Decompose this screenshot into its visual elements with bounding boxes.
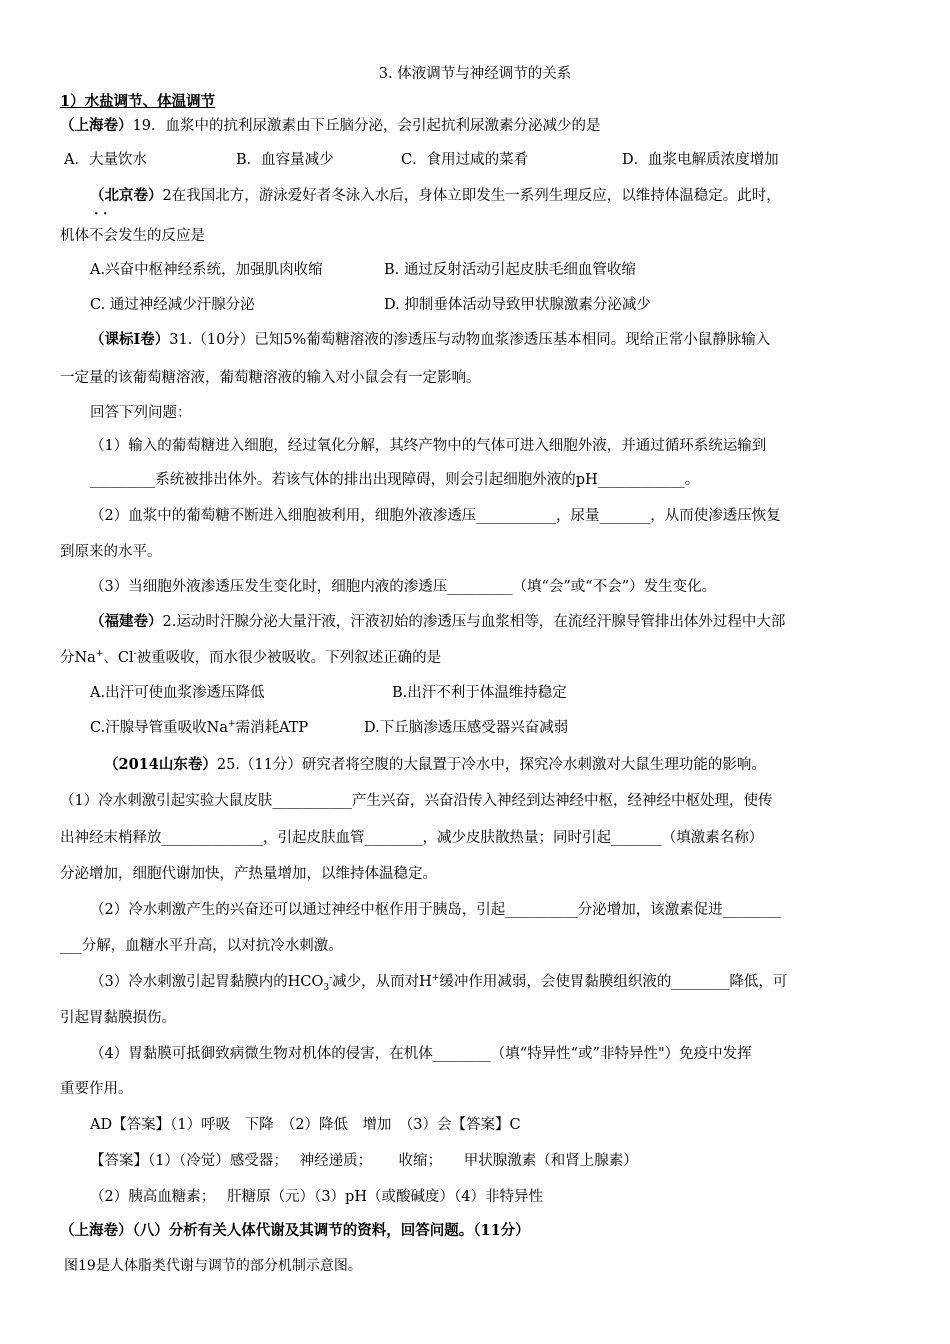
text: （填“会”或“不会”）发生变化。: [512, 579, 717, 595]
text: 、Cl: [103, 650, 134, 666]
question-stem-cont: 一定量的该葡萄糖溶液，葡萄糖溶液的输入对小鼠会有一定影响。: [60, 370, 481, 386]
answer-blank[interactable]: _______: [599, 508, 651, 524]
question-stem: 2.运动时汗腺分泌大量汗液，汗液初始的渗透压与血浆相等，在流经汗腺导管排出体外过程中大部: [162, 614, 786, 630]
text: 系统被排出体外。若该气体的排出出现障碍，则会引起细胞外液的pH: [155, 472, 598, 488]
text: ，引起皮肤血管: [263, 830, 365, 846]
answer-blank[interactable]: ___________: [476, 508, 556, 524]
text: 出神经末梢释放: [60, 830, 162, 846]
answer-blank[interactable]: _______: [611, 830, 662, 846]
subscript: 3: [323, 982, 330, 993]
text: （3）冷水刺激引起胃黏膜内的HCO: [90, 974, 324, 990]
question-beijing: [90, 186, 781, 206]
subquestion-4-cont: 重要作用。: [60, 1081, 133, 1097]
text: 。: [684, 472, 700, 488]
answer-line: （2）胰高血糖素； 肝糖原（元）（3）pH（或酸碱度）（4）非特异性: [90, 1189, 543, 1205]
superscript: +: [228, 719, 236, 730]
page-title: 3. 体液调节与神经调节的关系: [378, 66, 572, 82]
prompt-text: 回答下列问题：: [90, 405, 192, 421]
question-shanghai-8: [60, 1221, 530, 1241]
text: 缓冲作用减弱，会使胃黏膜组织液的: [439, 974, 672, 990]
text: （填“特异性“或”非特异性"）免疫中发挥: [490, 1046, 752, 1062]
superscript: +: [431, 973, 440, 984]
superscript: -: [329, 973, 333, 984]
question-stem-cont: [60, 648, 441, 668]
option-a: A.兴奋中枢神经系统，加强肌肉收缩: [90, 262, 323, 278]
text: 被重吸收，而水很少被吸收。下列叙述正确的是: [136, 650, 442, 666]
text: 需消耗ATP: [235, 720, 309, 736]
source-tag: （福建卷）: [90, 613, 163, 630]
option-d: D. 抑制垂体活动导致甲状腺激素分泌减少: [384, 297, 651, 313]
text: C.汗腺导管重吸收Na: [90, 720, 229, 736]
subquestion-2: [90, 900, 781, 920]
text: ，从而使渗透压恢复: [650, 508, 781, 524]
option-c: C. 通过神经减少汗腺分泌: [90, 297, 255, 313]
subquestion-1-end: 分泌增加，细胞代谢加快，产热量增加，以维持体温稳定。: [60, 866, 437, 882]
option-d: D.下丘脑渗透压感受器兴奋减弱: [364, 720, 569, 736]
text: （3）当细胞外液渗透压发生变化时，细胞内液的渗透压: [90, 579, 448, 595]
text: 分泌增加，该激素促进: [577, 902, 723, 918]
superscript: +: [95, 649, 104, 660]
source-tag: （北京卷）: [90, 187, 163, 204]
option-d: D．血浆电解质浓度增加: [622, 152, 779, 168]
source-tag: （上海卷）: [60, 117, 133, 134]
subquestion-3-cont: 引起胃黏膜损伤。: [60, 1010, 176, 1026]
section-heading: 1）水盐调节、体温调节: [60, 93, 216, 110]
answer-blank[interactable]: ________: [671, 974, 730, 990]
subquestion-4: [90, 1044, 752, 1064]
subquestion-2-cont: [60, 936, 343, 956]
subquestion-1-cont: [60, 828, 763, 848]
question-stem: （八）分析有关人体代谢及其调节的资料，回答问题。（11分）: [132, 1222, 530, 1239]
option-c: C．食用过咸的菜肴: [401, 152, 529, 168]
text: 产生兴奋，兴奋沿传入神经到达神经中枢，经神经中枢处理，使传: [351, 793, 773, 809]
answer-line: AD【答案】（1）呼吸 下降 （2）降低 增加 （3）会【答案】C: [90, 1117, 521, 1133]
text: （4）胃黏膜可抵御致病微生物对机体的侵害，在机体: [90, 1046, 433, 1062]
question-kebiao: [90, 330, 770, 350]
question-shandong: [104, 755, 766, 775]
question-stem: 2在我国北方，游泳爱好者冬泳入水后，身体立即发生一系列生理反应，以维持体温稳定。此时，: [162, 188, 781, 204]
emphasis-dots: · ·: [94, 207, 108, 222]
option-a: A．大量饮水: [64, 152, 147, 168]
text: （1）冷水刺激引起实验大鼠皮肤: [60, 793, 273, 809]
subquestion-3: [90, 577, 716, 597]
source-tag: （课标Ⅰ卷）: [90, 331, 170, 348]
answer-blank[interactable]: _________: [90, 472, 156, 488]
answer-line: 【答案】（1）（冷觉）感受器； 神经递质； 收缩； 甲状腺激素（和肾上腺素）: [90, 1153, 638, 1169]
question-stem: 25.（11分）研究者将空腹的大鼠置于冷水中，探究冷水刺激对大鼠生理功能的影响。: [216, 757, 766, 773]
option-a: A.出汗可使血浆渗透压降低: [90, 685, 265, 701]
option-b: B.出汗不利于体温维持稳定: [392, 685, 567, 701]
text: ，减少皮肤散热量；同时引起: [422, 830, 611, 846]
subquestion-1: （1）输入的葡萄糖进入细胞，经过氧化分解，其终产物中的气体可进入细胞外液，并通过循环系统运输到: [90, 438, 767, 454]
answer-blank[interactable]: _________: [447, 579, 513, 595]
text: （2）血浆中的葡萄糖不断进入细胞被利用，细胞外液渗透压: [90, 508, 477, 524]
subquestion-1: [60, 791, 772, 811]
answer-blank[interactable]: ________: [722, 902, 781, 918]
superscript: -: [133, 649, 137, 660]
answer-blank[interactable]: ___: [60, 938, 82, 954]
option-b: B. 通过反射活动引起皮肤毛细血管收缩: [384, 262, 636, 278]
source-tag: （2014山东卷）: [104, 756, 217, 773]
text: 减少，从而对H: [332, 974, 432, 990]
subquestion-2: [90, 506, 781, 526]
text: 降低，可: [729, 974, 788, 990]
text: 分Na: [60, 650, 96, 666]
answer-blank[interactable]: __________: [505, 902, 578, 918]
question-shanghai: [60, 116, 600, 136]
text: （填激素名称）: [661, 830, 764, 846]
text: 分解，血糖水平升高，以对抗冷水刺激。: [81, 938, 343, 954]
subquestion-1-cont: [90, 470, 699, 490]
answer-blank[interactable]: ________: [364, 830, 423, 846]
question-stem: 19．血浆中的抗利尿激素由下丘脑分泌，会引起抗利尿激素分泌减少的是: [132, 118, 601, 134]
question-stem-cont: 机体不会发生的反应是: [60, 228, 205, 244]
subquestion-2-cont: 到原来的水平。: [60, 544, 162, 560]
text: ，尿量: [555, 508, 600, 524]
answer-blank[interactable]: ___________: [272, 793, 352, 809]
option-c: [90, 718, 308, 738]
question-stem: 31.（10分）已知5%葡萄糖溶液的渗透压与动物血浆渗透压基本相同。现给正常小鼠静脉输入: [169, 332, 771, 348]
source-tag: （上海卷）: [60, 1222, 133, 1239]
question-fujian: [90, 612, 785, 632]
figure-caption: 图19是人体脂类代谢与调节的部分机制示意图。: [64, 1258, 362, 1274]
answer-blank[interactable]: ____________: [597, 472, 685, 488]
text: （2）冷水刺激产生的兴奋还可以通过神经中枢作用于胰岛，引起: [90, 902, 506, 918]
answer-blank[interactable]: ______________: [161, 830, 263, 846]
subquestion-3: [90, 972, 787, 992]
option-b: B．血容量减少: [236, 152, 334, 168]
answer-blank[interactable]: ________: [432, 1046, 491, 1062]
